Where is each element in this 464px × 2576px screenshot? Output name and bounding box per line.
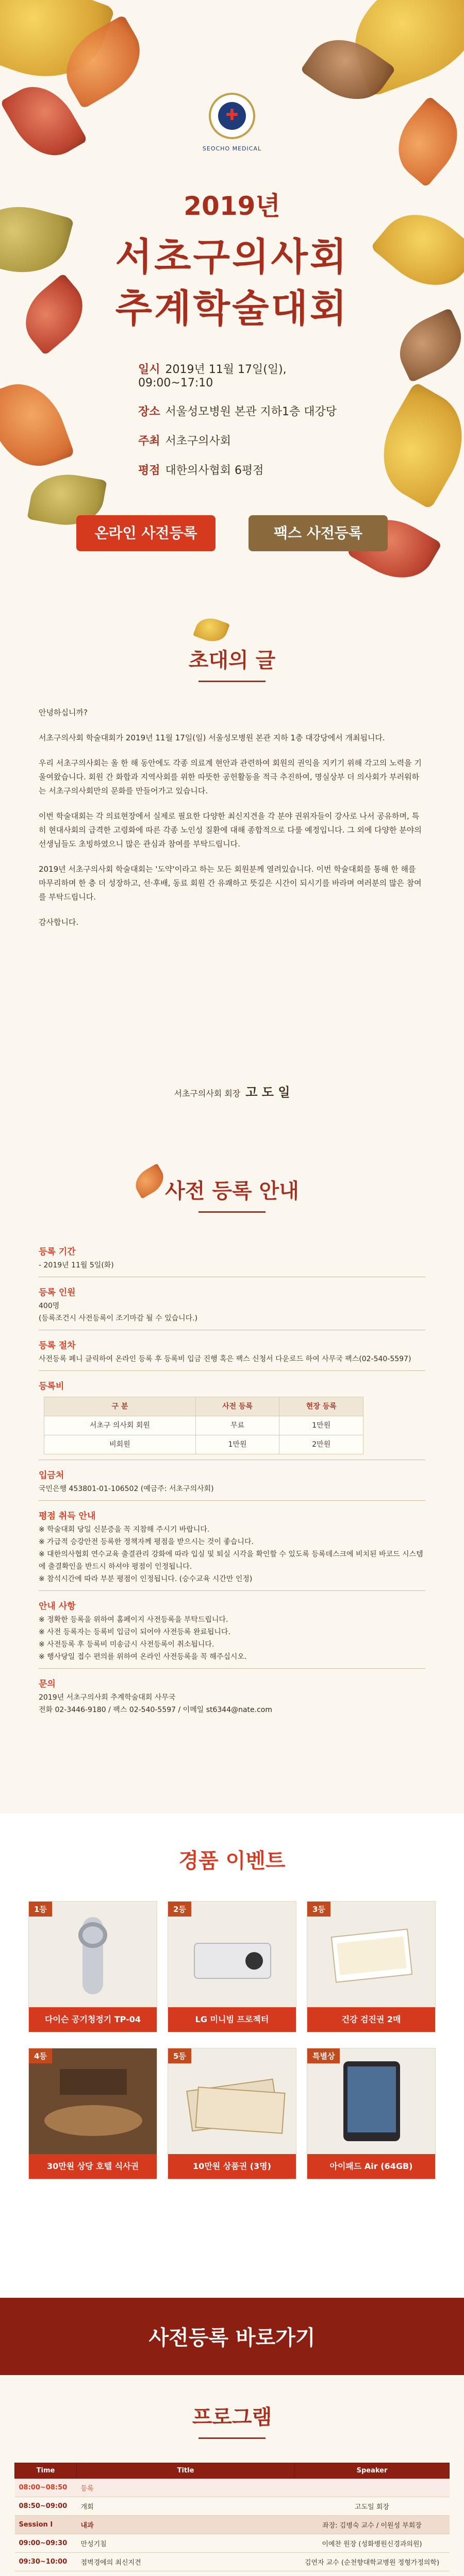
prize-card [307,2048,436,2179]
program-header-title: Title [77,2463,295,2479]
quota-note: (등록조건시 사전등록이 조기마감 될 수 있습니다.) [39,1314,198,1323]
prize-rank: 5등 [168,2048,191,2063]
points-item: ※ 대한의사협회 연수교육 출결관리 강화에 따라 입실 및 퇴실 시각을 확인할 수 있도록 등록데스크에 비치된 바코드 시스템에 출결확인을 반드시 하셔야 평점이 인정됩니다. [39,1550,423,1571]
points-label: 평점 취득 안내 [39,1511,96,1521]
program-speaker: 좌장: 김병숙 교수 / 이원성 부회장 [295,2516,450,2534]
contact-line: 전화 02-3446-9180 / 팩스 02-540-5597 / 이메일 st6344@nate.com [39,1706,273,1714]
fee-label: 등록비 [39,1381,64,1392]
info-venue: 장소 서울성모병원 본관 지하1층 대강당 [138,405,337,418]
shortcut-heading[interactable] [0,2321,464,2351]
method-label: 등록 절차 [39,1341,76,1351]
projector-image [168,1902,296,2007]
contact-line: 2019년 서초구의사회 추계학술대회 사무국 [39,1693,176,1702]
greeting-section [0,608,464,1144]
heading-underline [198,2437,266,2439]
fee-header: 사전 등록 [195,1397,279,1416]
greeting-paragraph: 우리 서초구의사회는 올 한 해 동안에도 각종 의료계 현안과 관련하여 회원의 권익을 지키기 위해 각고의 노력을 기울여왔습니다. 회원 간 화합과 지역사회를 위한 따뜻한 공헌활동을 적극 추진하여, 명실상부 더 의사회가 부러워하는 서초구의사회만의 문화를 만들어가고 있습니다. [39,758,422,795]
program-speaker: 이예찬 원장 (성화병원신경과의원) [295,2534,450,2553]
greeting-body [39,706,425,941]
leaf-decoration [383,96,464,188]
greeting-title: 초대의 글 [188,649,276,672]
period-value: - 2019년 11월 5일(화) [39,1261,114,1269]
program-title: 점벽경에의 최신지견 [77,2553,295,2571]
event-info [138,361,355,491]
prize-card [307,1901,436,2032]
leaf-decoration [0,372,75,478]
info-date: 일시 2019년 11월 17일(일), 09:00~17:10 [138,363,287,389]
account-label: 입금처 [39,1470,64,1481]
air-purifier-image [29,1902,157,2007]
prize-name: 다이슨 공기청정기 TP-04 [29,2007,157,2032]
info-credits: 평점 대한의사협회 6평점 [138,464,264,477]
program-row [15,2497,450,2516]
fee-row: 비회원 1만원 2만원 [44,1435,363,1454]
fee-header: 현장 등록 [279,1397,363,1416]
fee-header: 구 분 [44,1397,196,1416]
program-title [77,2571,295,2576]
program-table [14,2463,450,2576]
info-host: 주최 서초구의사회 [138,435,231,448]
program-session-row [15,2516,450,2534]
points-item: ※ 가급적 승강안전 등록한 정책자께 평점을 받으시는 것이 좋습니다. [39,1538,254,1546]
program-speaker: 김연자 교수 (순천향대학교병원 정형가정의학) [295,2553,450,2571]
gift-certificate-image [168,2048,296,2154]
online-registration-button[interactable]: 온라인 사전등록 [76,515,216,551]
prize-name: 건강 검진권 2매 [307,2007,435,2032]
prize-name: 10만원 상품권 (3명) [168,2154,296,2179]
health-checkup-voucher-image [307,1902,435,2007]
program-title: 프로그램 [192,2405,272,2429]
prize-name: 아이패드 Air (64GB) [307,2154,435,2179]
event-title-line1: 서초구의사회 [115,235,349,279]
prize-card [168,2048,296,2179]
program-title: 개회 [77,2497,295,2516]
points-item: ※ 학술대회 당일 신분증을 꼭 지참해 주시기 바랍니다. [39,1526,210,1534]
period-label: 등록 기간 [39,1247,76,1257]
prize-name: LG 미니빔 프로젝터 [168,2007,296,2032]
program-heading [0,2401,464,2439]
account-value: 국민은행 453801-01-106502 (예금주: 서초구의사회) [39,1485,214,1493]
notice-item: ※ 정확한 등록을 위하여 홈페이지 사전등록을 부탁드립니다. [39,1616,228,1624]
prize-rank: 3등 [307,1902,330,1917]
contact-label: 문의 [39,1679,56,1689]
prize-name: 30만원 상당 호텔 식사권 [29,2154,157,2179]
ipad-image [307,2048,435,2154]
fee-table [44,1397,363,1454]
greeting-paragraph: 2019년 서초구의사회 학술대회는 '도약'이라고 하는 모든 회원분께 열려있습니다. 이번 학술대회를 통해 한 해를 마무리하며 한 층 더 성장하고, 선·후배, 동료 회원 간 유쾌하고 뜻깊은 시간이 되시기를 바라며 여러분의 많은 참여를 부탁드립니다. [39,865,422,902]
program-title: 등록 [77,2479,295,2497]
registration-heading [0,1175,464,1213]
program-title: 만성기침 [77,2534,295,2553]
greeting-signature: 서초구의사회 회장 고 도 일 [174,1085,290,1099]
program-row [15,2571,450,2576]
fax-registration-button[interactable]: 팩스 사전등록 [248,515,388,551]
method-value: 사전등록 페니 클릭하여 온라인 등록 후 등록비 입금 진행 혹은 팩스 신청서 다운로드 하여 사무국 팩스(02-540-5597) [39,1355,411,1363]
greeting-heading [0,644,464,682]
prize-card [168,1901,296,2032]
shortcut-title[interactable]: 사전등록 바로가기 [148,2326,316,2350]
program-speaker [295,2571,450,2576]
greeting-paragraph: 안녕하십니까? [39,708,88,717]
program-section [0,2375,464,2576]
notice-item: ※ 행사당일 접수 편의를 위하여 온라인 사전등록을 꼭 해주십시오. [39,1653,247,1661]
prize-events-section [0,1814,464,2298]
program-header-time: Time [15,2463,77,2479]
divider [39,1590,425,1591]
event-year: 2019년 [184,191,280,221]
greeting-paragraph: 감사합니다. [39,918,79,927]
association-emblem [209,93,255,139]
divider [39,1500,425,1501]
registration-section [0,1144,464,1814]
program-time: 08:00~08:50 [15,2479,77,2497]
program-rows [15,2479,450,2576]
greeting-paragraph: 서초구의사회 학술대회가 2019년 11월 17일(일) 서울성모병원 본관 지하 1층 대강당에서 개최됩니다. [39,733,385,742]
program-speaker [295,2479,450,2497]
hotel-dining-image [29,2048,157,2154]
program-speaker: 고도일 회장 [295,2497,450,2516]
prize-rank: 1등 [29,1902,52,1917]
program-header-speaker: Speaker [295,2463,450,2479]
prize-card [28,2048,157,2179]
program-row [15,2534,450,2553]
prize-rank: 2등 [168,1902,191,1917]
program-title: 내과 [77,2516,295,2534]
quota-label: 등록 인원 [39,1287,76,1298]
registration-content [39,1236,425,1716]
program-time: Session I [15,2516,77,2534]
program-time: 09:00~09:30 [15,2534,77,2553]
leaf-decoration [193,614,230,646]
events-heading [0,1844,464,1874]
program-break-row [15,2479,450,2497]
program-row [15,2553,450,2571]
registration-shortcut-section[interactable] [0,2298,464,2375]
divider [39,1370,425,1371]
prize-rank: 특별상 [307,2048,340,2063]
leaf-decoration [363,382,464,510]
notice-label: 안내 사항 [39,1601,76,1612]
registration-title: 사전 등록 안내 [165,1179,299,1203]
program-time: 08:50~09:00 [15,2497,77,2516]
hero-section [0,0,464,608]
program-time: 09:30~10:00 [15,2553,77,2571]
events-title: 경품 이벤트 [178,1849,286,1873]
divider [39,1668,425,1669]
program-time [15,2571,77,2576]
greeting-paragraph: 이번 학술대회는 각 의료현장에서 실제로 필요한 다양한 최신지견을 각 분야 권위자들이 강사로 나서 공유하며, 특히 현대사회의 급격한 고령화에 따른 각종 노인성 질환에 대해 종합적으로 다룰 예정입니다. 그 외에 다양한 분야의 선생님들도 초빙하였으니 많은 관심과 참여를 부탁드립니다. [39,811,422,849]
prize-rank: 4등 [29,2048,52,2063]
heading-underline [198,1211,266,1213]
points-item: ※ 참석시간에 따라 부분 평점이 인정됩니다. (승수교육 시간만 인정) [39,1575,253,1583]
notice-item: ※ 사전 등록자는 등록비 입금이 되어야 사전등록 완료됩니다. [39,1628,230,1636]
heading-underline [198,681,266,682]
quota-value: 400명 [39,1302,60,1310]
notice-item: ※ 사전등록 후 등록비 미송금시 사전등록이 취소됩니다. [39,1640,214,1649]
emblem-caption: SEOCHO MEDICAL [202,145,262,152]
event-title-line2: 추계학술대회 [115,286,349,331]
prize-card [28,1901,157,2032]
fee-row: 서초구 의사회 회원 무료 1만원 [44,1416,363,1435]
